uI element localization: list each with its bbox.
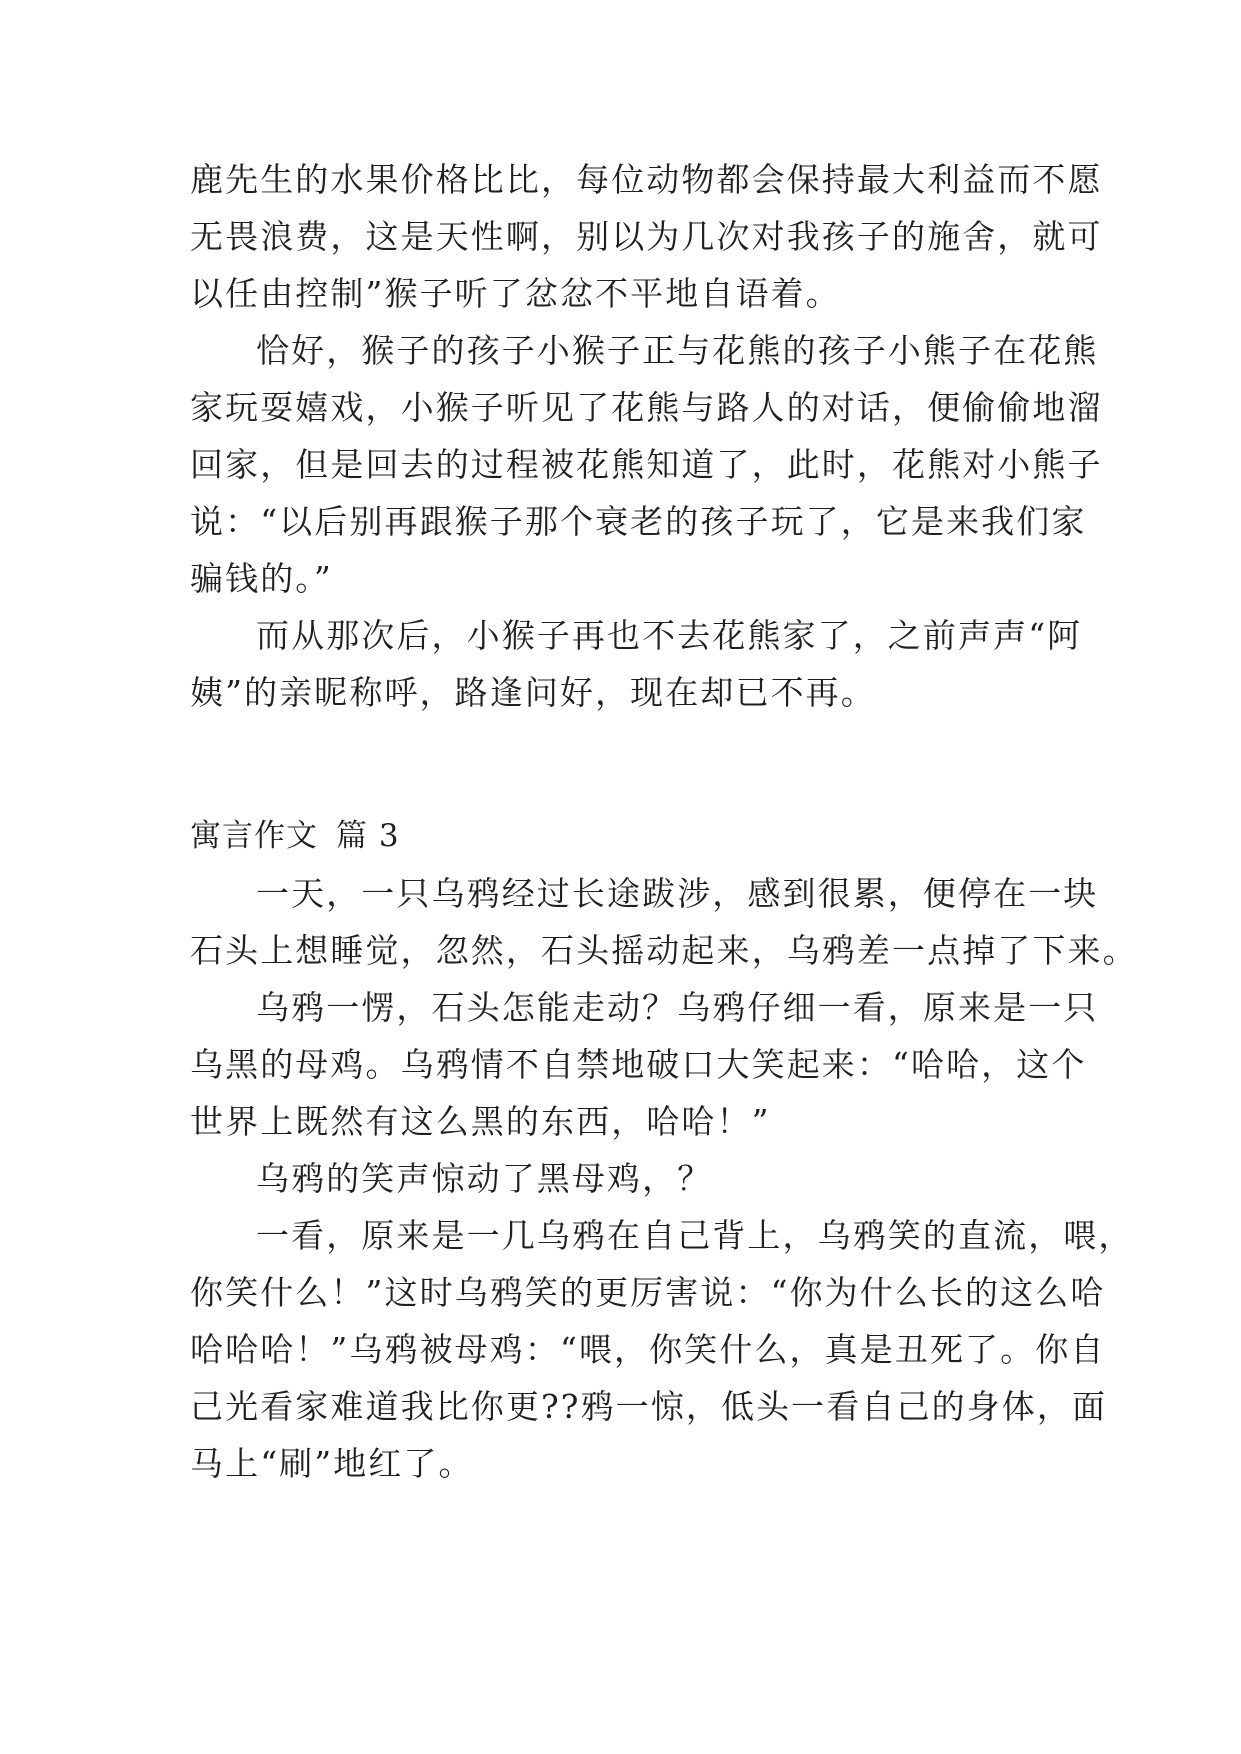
paragraph-4-line-2: 石头上想睡觉，忽然，石头摇动起来，乌鸦差一点掉了下来。	[190, 931, 1138, 970]
paragraph-1-line-2: 无畏浪费，这是天性啊，别以为几次对我孩子的施舍，就可	[190, 217, 1103, 256]
paragraph-5-line-1: 乌鸦一愣，石头怎能走动？乌鸦仔细一看，原来是一只	[256, 988, 1099, 1027]
paragraph-2-line-1: 恰好，猴子的孩子小猴子正与花熊的孩子小熊子在花熊	[256, 331, 1099, 370]
paragraph-1-line-3: 以任由控制”猴子听了忿忿不平地自语着。	[190, 274, 841, 313]
paragraph-7-line-2: 你笑什么！”这时乌鸦笑的更厉害说：“你为什么长的这么哈	[190, 1273, 1106, 1312]
paragraph-7-line-5: 马上“刷”地红了。	[190, 1444, 474, 1483]
paragraph-7-line-3: 哈哈哈！”乌鸦被母鸡：“喂，你笑什么，真是丑死了。你自	[190, 1330, 1106, 1369]
paragraph-6-line-1: 乌鸦的笑声惊动了黑母鸡，？	[256, 1159, 713, 1198]
paragraph-2-line-2: 家玩耍嬉戏，小猴子听见了花熊与路人的对话，便偷偷地溜	[190, 388, 1103, 427]
paragraph-3-line-1: 而从那次后，小猴子再也不去花熊家了，之前声声“阿	[256, 616, 1083, 655]
paragraph-2-line-4: 说：“以后别再跟猴子那个衰老的孩子玩了，它是来我们家	[190, 502, 1087, 541]
paragraph-1-line-1: 鹿先生的水果价格比比，每位动物都会保持最大利益而不愿	[190, 160, 1103, 199]
paragraph-2-line-3: 回家，但是回去的过程被花熊知道了，此时，花熊对小熊子	[190, 445, 1103, 484]
paragraph-7-line-4: 己光看家难道我比你更??鸦一惊，低头一看自己的身体，面	[190, 1387, 1108, 1426]
paragraph-5-line-3: 世界上既然有这么黑的东西，哈哈！”	[190, 1102, 771, 1141]
paragraph-7-line-1: 一看，原来是一几乌鸦在自己背上，乌鸦笑的直流，喂，	[256, 1216, 1134, 1255]
heading-title: 寓言作文	[190, 818, 318, 854]
paragraph-4-line-1: 一天，一只乌鸦经过长途跋涉，感到很累，便停在一块	[256, 874, 1099, 913]
heading-number: 篇 3	[336, 818, 400, 854]
section-heading	[190, 808, 400, 865]
paragraph-3-line-2: 姨”的亲昵称呼，路逢问好，现在却已不再。	[190, 673, 876, 712]
paragraph-5-line-2: 乌黑的母鸡。乌鸦情不自禁地破口大笑起来：“哈哈，这个	[190, 1045, 1087, 1084]
story-section-top	[190, 151, 1103, 721]
story-section-bottom	[190, 865, 1138, 1492]
paragraph-2-line-5: 骗钱的。”	[190, 559, 333, 598]
